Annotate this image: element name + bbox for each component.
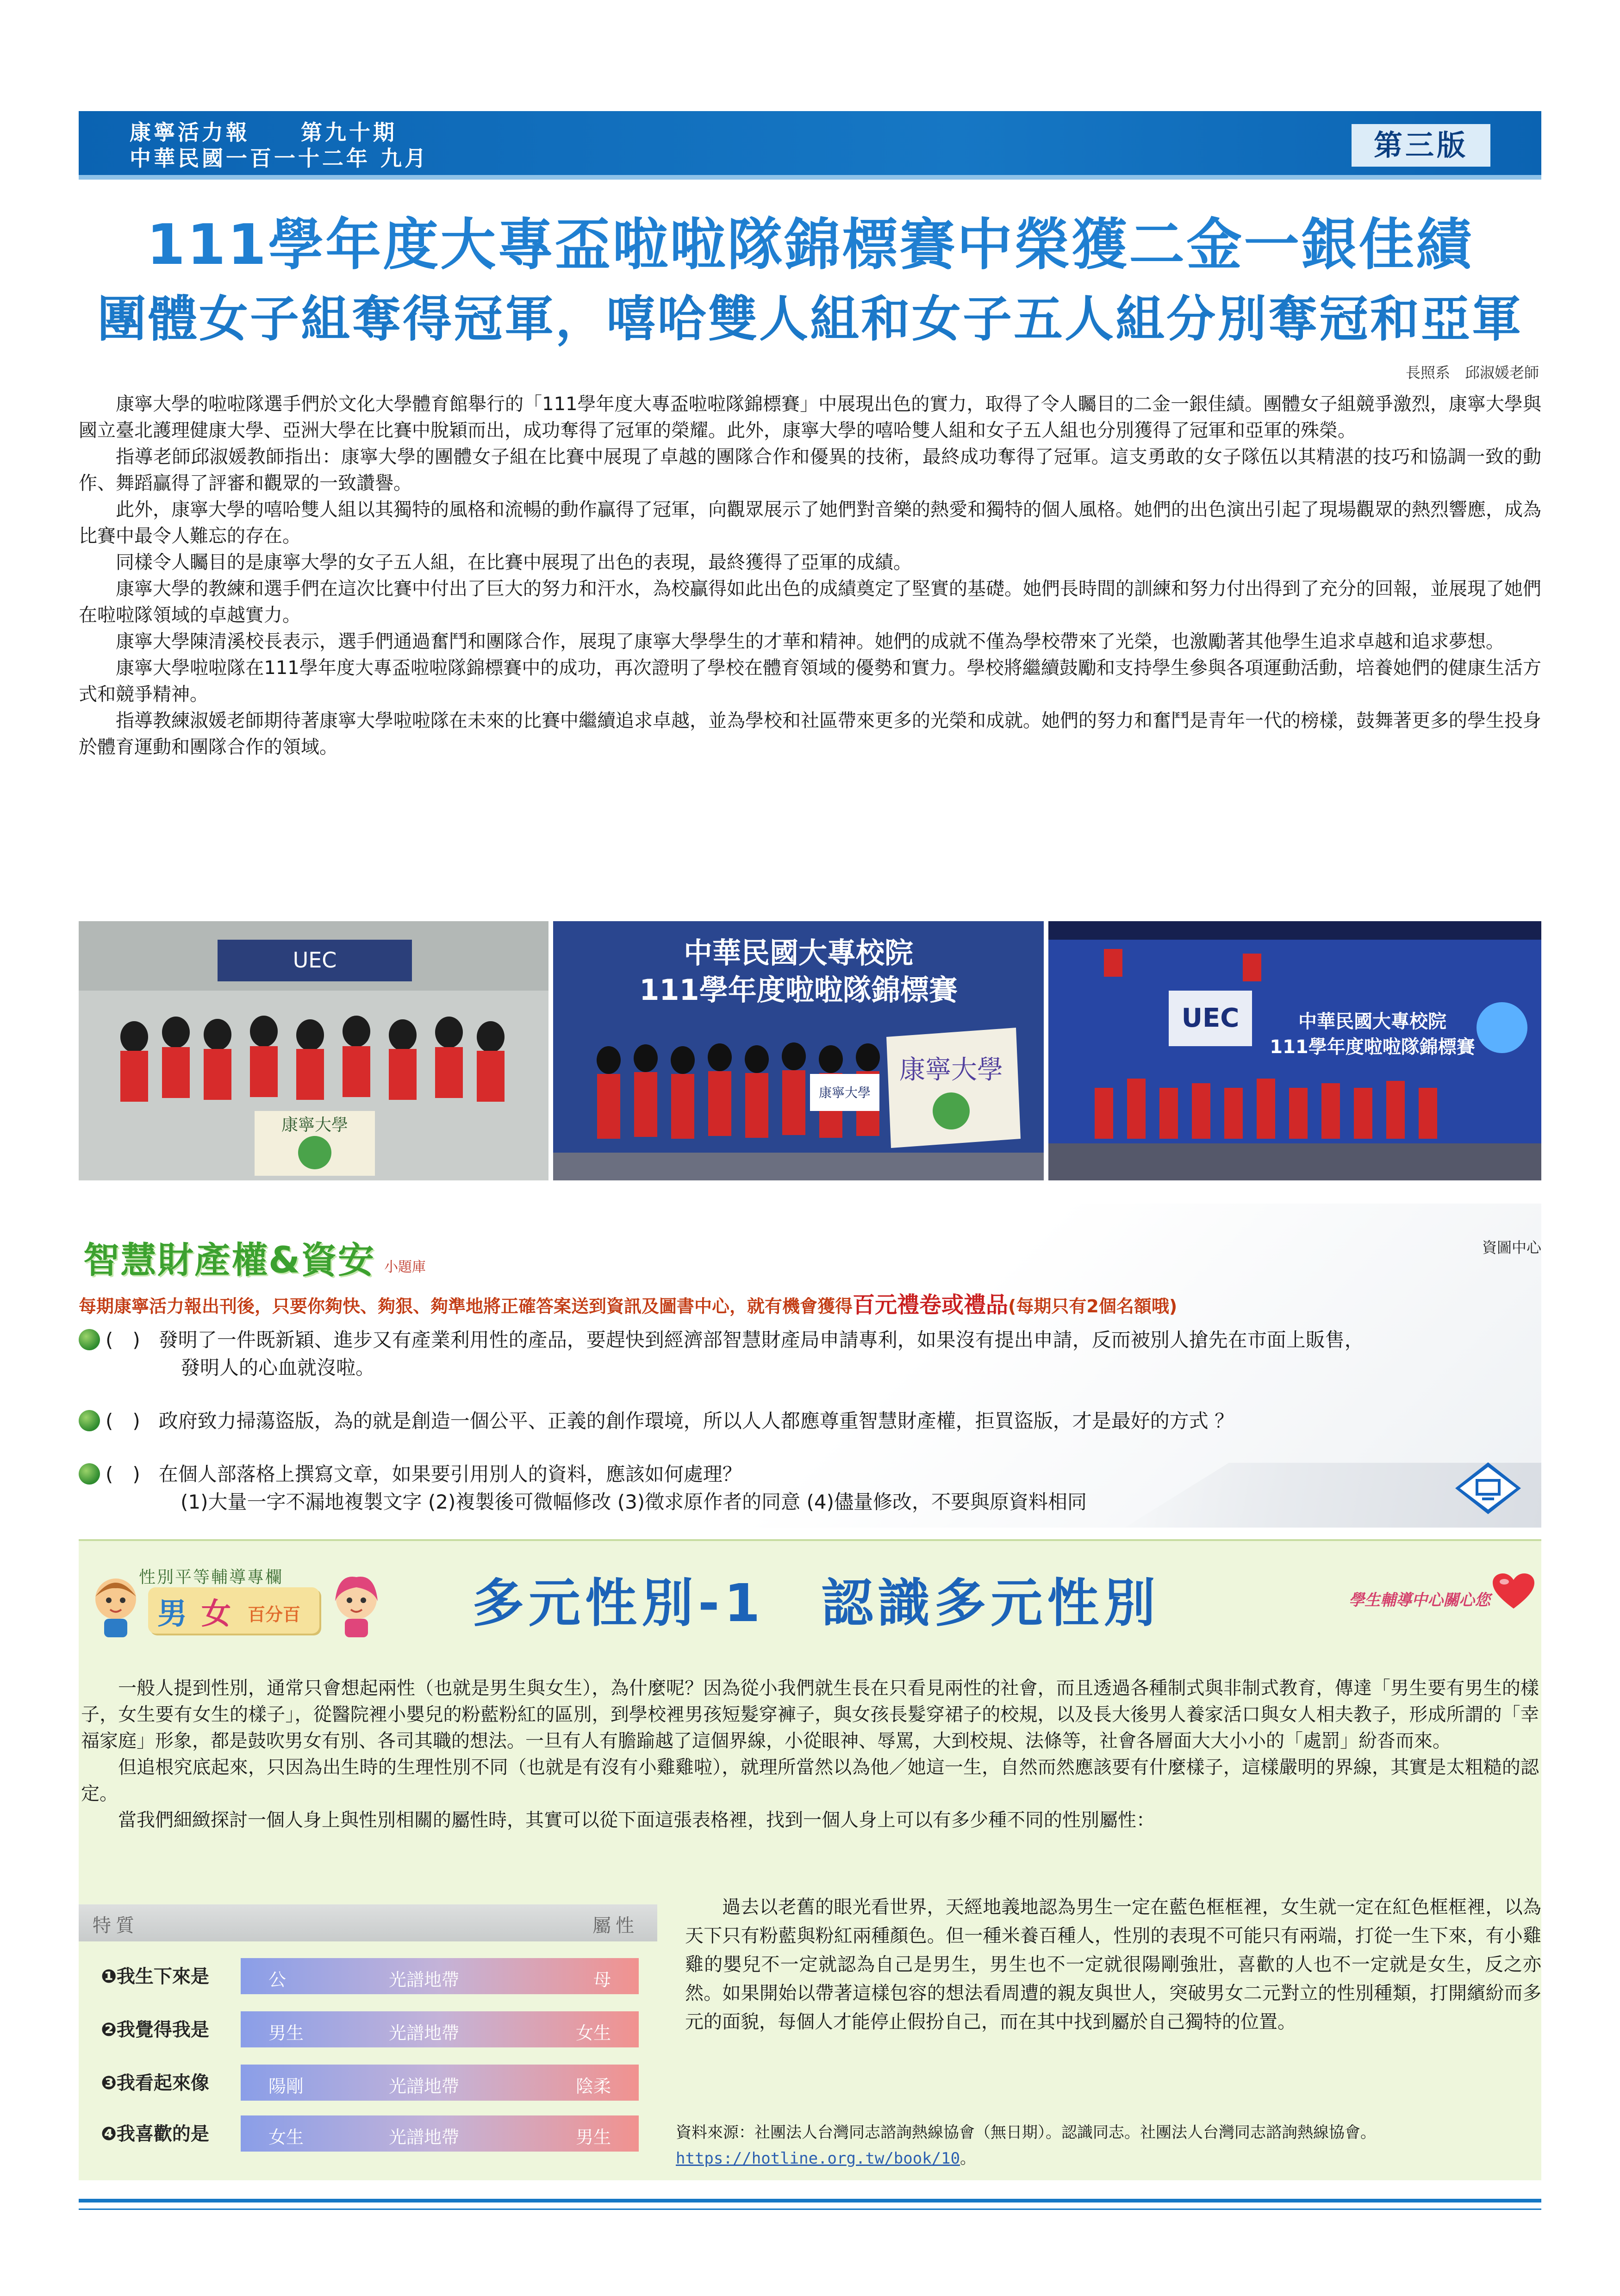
team-photo-hall: [79, 921, 548, 1180]
gender-paragraph: 當我們細緻探討一個人身上與性別相關的屬性時，其實可以從下面這張表格裡，找到一個人身上可以有多少種不同的性別屬性：: [118, 1809, 1155, 1831]
spectrum-right: 陰柔: [575, 2076, 611, 2096]
question-text: 發明了一件既新穎、進步又有產業利用性的產品，要趕快到經濟部智慧財產局申請專利，如果沒有提出申請，反而被別人搶先在市面上販售，: [158, 1329, 1364, 1351]
spectrum-left: 男生: [268, 2023, 304, 2043]
photo3-screen-line1: 中華民國大專校院: [1298, 1011, 1446, 1032]
question-text: 政府致力掃蕩盜版，為的就是創造一個公平、正義的創作環境，所以人人都應尊重智慧財產權，拒買盜版，才是最好的方式 ？: [158, 1410, 1234, 1432]
answer-blank: ( ): [106, 1463, 140, 1485]
gender-body: [79, 1675, 1541, 1834]
photo2-banner-line2: 111學年度啦啦隊錦標賽: [639, 973, 958, 1007]
heart-icon: [1493, 1573, 1534, 1610]
spectrum-right: 女生: [575, 2023, 611, 2043]
monitor-icon: [1453, 1460, 1523, 1516]
article-paragraph: 康寧大學陳清溪校長表示，選手們通過奮鬥和團隊合作，展現了康寧大學學生的才華和精神。她們的成就不僅為學校帶來了光榮，也激勵著其他學生追求卓越和追求夢想。: [116, 631, 1504, 652]
article-paragraph: 康寧大學的啦啦隊選手們於文化大學體育館舉行的「111學年度大專盃啦啦隊錦標賽」中展現出色的實力，取得了令人矚目的二金一銀佳績。團體女子組競爭激烈，康寧大學與國立臺北護理健康大學、亞洲大學在比賽中脫穎而出，成功奪得了冠軍的榮耀。此外，康寧大學的嘻哈雙人組和女子五人組也分別獲得了冠軍和亞軍的殊榮。: [79, 393, 1541, 441]
row-label: ❶我生下來是: [101, 1966, 209, 1987]
quiz-question: [79, 1460, 1541, 1516]
question-text: 在個人部落格上撰寫文章，如果要引用別人的資料，應該如何處理？: [158, 1463, 742, 1485]
column-badge: [88, 1555, 412, 1638]
gender-paragraph: 但追根究底起來，只因為出生時的生理性別不同（也就是有沒有小雞雞啦），就理所當然以為他／她這一生，自然而然應該要有什麼樣子，這樣嚴明的界線，其實是太粗糙的認定。: [81, 1757, 1539, 1804]
photo3-screen-line2: 111學年度啦啦隊錦標賽: [1270, 1036, 1475, 1058]
row-label: ❷我覺得我是: [101, 2019, 209, 2040]
girl-mascot-icon: [329, 1573, 384, 1638]
uec-logo-text: UEC: [293, 948, 337, 973]
spectrum-bar: [241, 2065, 639, 2101]
boy-mascot-icon: [88, 1573, 143, 1638]
publication-info: [130, 119, 429, 171]
table-row: [79, 2062, 657, 2104]
spectrum-middle: 光譜地帶: [389, 2076, 460, 2096]
badge-suffix-text: 百分百: [248, 1604, 301, 1625]
table-row: [79, 1955, 657, 1998]
gender-equality-section: [79, 1539, 1541, 2180]
gender-side-paragraph: 過去以老舊的眼光看世界，天經地義地認為男生一定在藍色框框裡，女生就一定在紅色框框裡，以為天下只有粉藍與粉紅兩種顏色。但一種米養百種人，性別的表現不可能只有兩端，打從一生下來，有小雞雞的嬰兒不一定就認為自己是男生，男生也不一定就很陽剛強壯，喜歡的人也不一定就是女生，反之亦然。如果開始以帶著這樣包容的想法看周遭的親友與世人，突破男女二元對立的性別種類，打開繽紛而多元的面貌，每個人才能停止假扮自己，而在其中找到屬於自己獨特的位置。: [685, 1897, 1541, 2033]
row-label: ❹我喜歡的是: [101, 2123, 209, 2145]
article-byline: 長照系 邱淑媛老師: [1405, 364, 1539, 381]
edition-badge: 第三版: [1352, 124, 1490, 167]
spectrum-left: 女生: [268, 2127, 304, 2147]
photo2-flag-text: 康寧大學: [899, 1055, 1003, 1085]
article-paragraph: 康寧大學啦啦隊在111學年度大專盃啦啦隊錦標賽中的成功，再次證明了學校在體育領域的優勢和實力。學校將繼續鼓勵和支持學生參與各項運動活動，培養她們的健康生活方式和競爭精神。: [79, 657, 1541, 705]
row-label: ❸我看起來像: [101, 2072, 209, 2094]
reference-link[interactable]: https://hotline.org.tw/book/10: [676, 2149, 960, 2168]
table-header: [79, 1904, 657, 1941]
article-title: 111學年度大專盃啦啦隊錦標賽中榮獲二金一銀佳績: [146, 213, 1474, 277]
question-continuation: 發明人的心血就沒啦。: [181, 1356, 375, 1379]
spectrum-right: 母: [593, 1970, 611, 1990]
bullet-icon: [79, 1329, 100, 1350]
spectrum-middle: 光譜地帶: [389, 2023, 460, 2043]
issue-number: 第九十期: [301, 120, 397, 145]
team-photo-award: [553, 921, 1044, 1180]
reference-text: 資料來源：社團法人台灣同志諮詢熱線協會（無日期）。認識同志。社團法人台灣同志諮詢熱線協會。: [676, 2123, 1376, 2142]
photo1-banner-text: 康寧大學: [281, 1116, 349, 1135]
spectrum-left: 公: [268, 1970, 287, 1990]
table-row: [79, 2113, 657, 2155]
table-row: [79, 2009, 657, 2051]
bullet-icon: [79, 1463, 100, 1485]
quiz-rules: [79, 1287, 1177, 1319]
article-body: [79, 391, 1541, 761]
quiz-rule-text: 每期康寧活力報出刊後，只要你夠快、夠狠、夠準地將正確答案送到資訊及圖書中心，就有機會獲得: [79, 1296, 853, 1316]
quiz-title: 智慧財產權&資安: [83, 1240, 375, 1281]
quiz-section: [79, 1204, 1541, 1528]
bullet-icon: [79, 1410, 100, 1431]
publication-name: 康寧活力報: [130, 120, 250, 145]
spectrum-middle: 光譜地帶: [389, 2127, 460, 2147]
quiz-question: [79, 1326, 1541, 1382]
spectrum-bar: [241, 1958, 639, 1994]
page-header: [79, 111, 1541, 180]
photo2-award-board: 康寧大學: [818, 1085, 871, 1100]
badge-male-text: 男: [157, 1597, 187, 1631]
spectrum-left: 陽剛: [268, 2076, 304, 2096]
table-header-attribute: 屬性: [592, 1915, 639, 1936]
quiz-rule-note: (每期只有2個名額哦): [1008, 1296, 1178, 1316]
reference-note: [676, 2120, 1537, 2171]
article-subtitle: 團體女子組奪得冠軍，嘻哈雙人組和女子五人組分別奪冠和亞軍: [97, 291, 1523, 348]
quiz-question: [79, 1407, 1541, 1435]
quiz-subtitle: 小題庫: [384, 1259, 426, 1275]
article-paragraph: 同樣令人矚目的是康寧大學的女子五人組，在比賽中展現了出色的表現，最終獲得了亞軍的成績。: [116, 552, 912, 573]
photo3-uec-logo: UEC: [1181, 1003, 1240, 1033]
article-paragraph: 指導教練淑媛老師期待著康寧大學啦啦隊在未來的比賽中繼續追求卓越，並為學校和社區帶來更多的光榮和成就。她們的努力和奮鬥是青年一代的榜樣，鼓舞著更多的學生投身於體育運動和團隊合作的領域。: [79, 710, 1541, 758]
gender-side-text: [685, 1893, 1541, 2036]
table-header-trait: 特質: [93, 1915, 139, 1936]
footer-rule: [79, 2199, 1541, 2210]
question-options: (1)大量一字不漏地複製文字 (2)複製後可微幅修改 (3)徵求原作者的同意 (4)儘量修改，不要與原資料相同: [181, 1491, 1087, 1513]
quiz-prize: 百元禮卷或禮品: [853, 1292, 1009, 1318]
spectrum-bar: [241, 2011, 639, 2047]
spectrum-middle: 光譜地帶: [389, 1970, 460, 1990]
badge-female-text: 女: [201, 1597, 231, 1631]
article-paragraph: 康寧大學的教練和選手們在這次比賽中付出了巨大的努力和汗水，為校贏得如此出色的成績奠定了堅實的基礎。她們長時間的訓練和努力付出得到了充分的回報，並展現了她們在啦啦隊領域的卓越實力。: [79, 578, 1541, 626]
column-label: 性別平等輔導專欄: [139, 1568, 284, 1587]
photo2-banner-line1: 中華民國大專校院: [683, 936, 914, 970]
gender-attribute-table: [79, 1904, 657, 2145]
performance-photo-stage: [1048, 921, 1541, 1180]
answer-blank: ( ): [106, 1410, 140, 1432]
article-paragraph: 指導老師邱淑媛教師指出：康寧大學的團體女子組在比賽中展現了卓越的團隊合作和優異的技術，最終成功奪得了冠軍。這支勇敢的女子隊伍以其精湛的技巧和協調一致的動作、舞蹈贏得了評審和觀眾的一致讚譽。: [79, 446, 1541, 494]
article-paragraph: 此外，康寧大學的嘻哈雙人組以其獨特的風格和流暢的動作贏得了冠軍，向觀眾展示了她們對音樂的熱愛和獨特的個人風格。她們的出色演出引起了現場觀眾的熱烈響應，成為比賽中最令人難忘的存在。: [79, 499, 1541, 547]
reference-end: 。: [960, 2149, 976, 2168]
issue-date: 中華民國一百一十二年 九月: [130, 146, 429, 171]
quiz-source: 資圖中心: [1482, 1239, 1541, 1256]
gender-column-title: 多元性別-1 認識多元性別: [472, 1573, 1160, 1634]
gender-paragraph: 一般人提到性別，通常只會想起兩性（也就是男生與女生），為什麼呢？因為從小我們就生長在只看見兩性的社會，而且透過各種制式與非制式教育，傳達「男生要有男生的樣子，女生要有女生的樣子」，從醫院裡小嬰兒的粉藍粉紅的區別，到學校裡男孩短髮穿褲子，與女孩長髮穿裙子的校規，以及長大後男人養家活口與女人相夫教子，形成所謂的「幸福家庭」形象，都是鼓吹男女有別、各司其職的想法。一旦有人有膽踰越了這個界線，小從眼神、辱罵，大到校規、法條等，社會各層面大大小小的「處罰」紛沓而來。: [81, 1678, 1539, 1752]
answer-blank: ( ): [106, 1329, 140, 1351]
counseling-center-label: 學生輔導中心關心您: [1349, 1591, 1490, 1610]
spectrum-bar: [241, 2115, 639, 2152]
spectrum-right: 男生: [575, 2127, 611, 2147]
